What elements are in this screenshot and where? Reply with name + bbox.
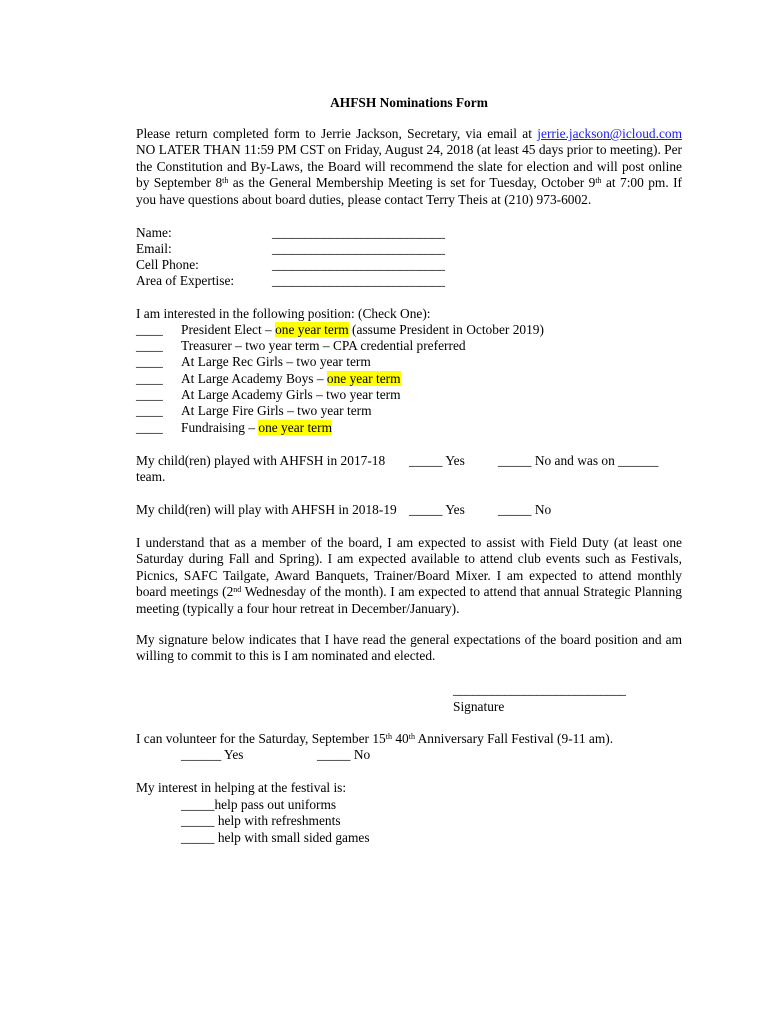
played-no-team-option[interactable]: _____ No and was on ______ bbox=[498, 453, 659, 468]
email-link[interactable]: jerrie.jackson@icloud.com bbox=[537, 126, 682, 141]
position-label-fire-girls: At Large Fire Girls – two year term bbox=[181, 403, 372, 418]
signature-line[interactable]: ___________________________ bbox=[453, 682, 626, 697]
position-label-treasurer: Treasurer – two year term – CPA credential preferred bbox=[181, 338, 466, 353]
position-note: (assume President in October 2019) bbox=[348, 322, 544, 337]
position-text: President Elect – bbox=[181, 322, 276, 337]
festival-text-3: Anniversary Fall Festival (9-11 am). bbox=[414, 731, 614, 746]
intro-sup-1: th bbox=[222, 176, 229, 186]
festival-yes-option[interactable]: ______ Yes bbox=[181, 747, 244, 762]
duties-text-2: Wednesday of the month). I am expected to attend that annual Strategic Planning meeting (typically a four hour retreat in December/January). bbox=[136, 584, 682, 616]
interest-option-uniforms[interactable]: _____help pass out uniforms bbox=[181, 797, 337, 812]
duties-sup: nd bbox=[233, 585, 242, 595]
term-highlight: one year term bbox=[326, 371, 401, 386]
position-label-academy-boys bbox=[181, 371, 401, 387]
expertise-blank[interactable]: ___________________________ bbox=[272, 273, 445, 288]
position-checkbox-fire-girls[interactable]: ____ bbox=[136, 403, 163, 418]
form-title: AHFSH Nominations Form bbox=[330, 95, 488, 110]
signature-label: Signature bbox=[453, 699, 505, 714]
will-play-question: My child(ren) will play with AHFSH in 2018-19 bbox=[136, 502, 397, 517]
position-label-rec-girls: At Large Rec Girls – two year term bbox=[181, 354, 371, 369]
intro-text-3: as the General Membership Meeting is set for Tuesday, October 9 bbox=[228, 175, 596, 191]
expertise-label: Area of Expertise: bbox=[136, 273, 235, 288]
duties-paragraph bbox=[136, 535, 682, 617]
festival-sup-1: th bbox=[385, 732, 392, 741]
name-label: Name: bbox=[136, 225, 172, 240]
duties-text-1: I understand that as a member of the board, I am expected to assist with Field Duty (at least one Saturday during Fall and Spring). I am expected available to attend club events such as Festivals, Picnics, SAFC Tailgate, Award Banquets, Trainer/Board Mixer. I am expected to attend monthly board meetings (2 bbox=[136, 535, 682, 600]
interest-option-small-sided-games[interactable]: _____ help with small sided games bbox=[181, 830, 370, 845]
played-question: My child(ren) played with AHFSH in 2017-18 bbox=[136, 453, 386, 468]
positions-heading: I am interested in the following position: (Check One): bbox=[136, 306, 431, 321]
position-checkbox-rec-girls[interactable]: ____ bbox=[136, 354, 163, 369]
will-play-yes-option[interactable]: _____ Yes bbox=[409, 502, 465, 517]
position-text: Fundraising – bbox=[181, 420, 259, 435]
intro-paragraph bbox=[136, 126, 682, 208]
festival-sup-2: th bbox=[408, 732, 415, 741]
name-blank[interactable]: ___________________________ bbox=[272, 225, 445, 240]
festival-question bbox=[136, 731, 613, 747]
position-text: At Large Academy Boys – bbox=[181, 371, 327, 386]
intro-sup-2: th bbox=[595, 176, 602, 186]
interest-heading: My interest in helping at the festival is: bbox=[136, 780, 347, 795]
cell-phone-blank[interactable]: ___________________________ bbox=[272, 257, 445, 272]
played-team-text: team. bbox=[136, 469, 166, 484]
position-checkbox-fundraising[interactable]: ____ bbox=[136, 420, 163, 435]
festival-no-option[interactable]: _____ No bbox=[317, 747, 371, 762]
intro-text-2: NO LATER THAN 11:59 PM CST on Friday, August 24, 2018 (at least 45 days prior to meeting). Per the Constitution and By-Laws, the Board will recommend the slate for election and will post online by September 8 bbox=[136, 142, 683, 191]
played-yes-option[interactable]: _____ Yes bbox=[409, 453, 465, 468]
term-highlight: one year term bbox=[275, 322, 349, 337]
interest-option-refreshments[interactable]: _____ help with refreshments bbox=[181, 813, 341, 828]
position-label-fundraising bbox=[181, 420, 332, 436]
position-label-academy-girls: At Large Academy Girls – two year term bbox=[181, 387, 401, 402]
cell-phone-label: Cell Phone: bbox=[136, 257, 199, 272]
position-label-president-elect bbox=[181, 322, 544, 338]
position-checkbox-treasurer[interactable]: ____ bbox=[136, 338, 163, 353]
intro-text-4: at 7:00 pm. If you have questions about board duties, please contact Terry Theis at (210) 973-6002. bbox=[136, 175, 682, 207]
will-play-no-option[interactable]: _____ No bbox=[498, 502, 552, 517]
position-checkbox-president-elect[interactable]: ____ bbox=[136, 322, 163, 337]
term-highlight: one year term bbox=[258, 420, 332, 435]
email-label: Email: bbox=[136, 241, 172, 256]
position-checkbox-academy-boys[interactable]: ____ bbox=[136, 371, 163, 386]
commitment-paragraph: My signature below indicates that I have read the general expectations of the board position and am willing to commit to this is I am nominated and elected. bbox=[136, 632, 682, 664]
position-checkbox-academy-girls[interactable]: ____ bbox=[136, 387, 163, 402]
email-blank[interactable]: ___________________________ bbox=[272, 241, 445, 256]
intro-text-1: Please return completed form to Jerrie Jackson, Secretary, via email at bbox=[136, 126, 538, 141]
festival-text-1: I can volunteer for the Saturday, September 15 bbox=[136, 731, 386, 746]
festival-text-2: 40 bbox=[391, 731, 409, 746]
